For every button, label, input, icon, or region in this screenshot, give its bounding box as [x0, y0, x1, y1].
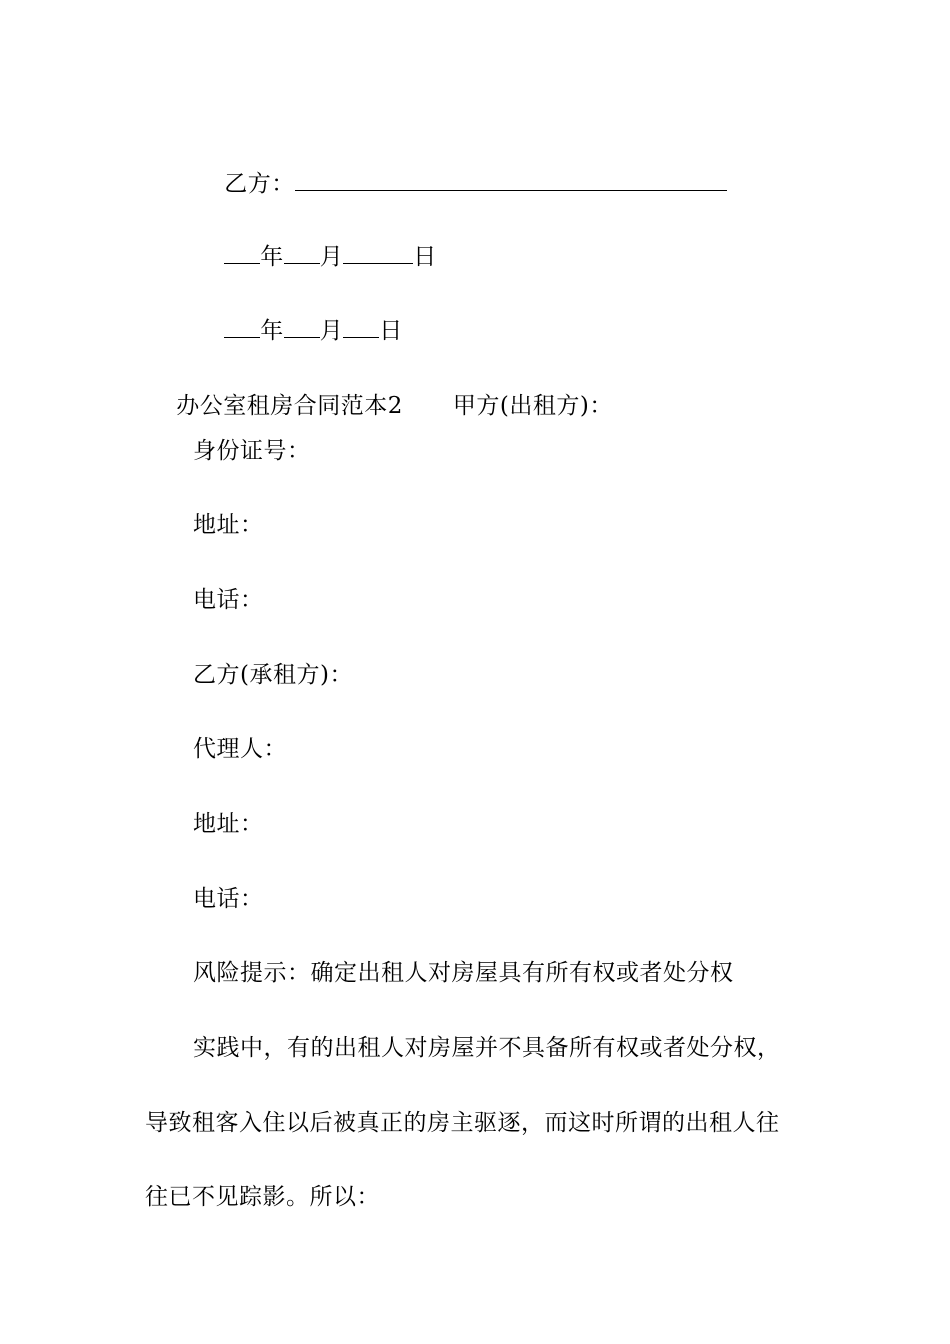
id-number-line: 身份证号：	[193, 438, 311, 464]
party-b-blank	[295, 168, 727, 191]
paragraph-line-3: 往已不见踪影。所以：	[145, 1184, 380, 1210]
month-blank	[284, 315, 320, 338]
month-label: 月	[319, 244, 344, 270]
paragraph-line-1: 实践中，有的出租人对房屋并不具备所有权或者处分权，	[193, 1035, 781, 1061]
month-label: 月	[319, 318, 344, 344]
year-label: 年	[260, 244, 284, 270]
address-a-line: 地址：	[193, 512, 264, 538]
year-label: 年	[260, 318, 284, 344]
risk-tip-line: 风险提示：确定出租人对房屋具有所有权或者处分权	[193, 960, 734, 986]
party-b-lessee-line: 乙方(承租方)：	[193, 662, 353, 688]
phone-a-line: 电话：	[193, 587, 264, 613]
day-label: 日	[379, 318, 403, 344]
paragraph-line-2: 导致租客入住以后被真正的房主驱逐，而这时所谓的出租人往	[145, 1110, 780, 1136]
agent-line: 代理人：	[193, 736, 287, 762]
phone-b-line: 电话：	[193, 886, 264, 912]
party-a-lessor: 甲方(出租方)：	[452, 393, 613, 419]
party-b-label: 乙方：	[224, 171, 295, 197]
address-b-line: 地址：	[193, 811, 264, 837]
year-blank	[224, 241, 260, 264]
day-label: 日	[413, 244, 437, 270]
month-blank	[284, 241, 320, 264]
year-blank	[224, 315, 260, 338]
day-blank	[343, 315, 379, 338]
day-blank	[343, 241, 413, 264]
sample-title: 办公室租房合同范本2	[176, 393, 403, 419]
